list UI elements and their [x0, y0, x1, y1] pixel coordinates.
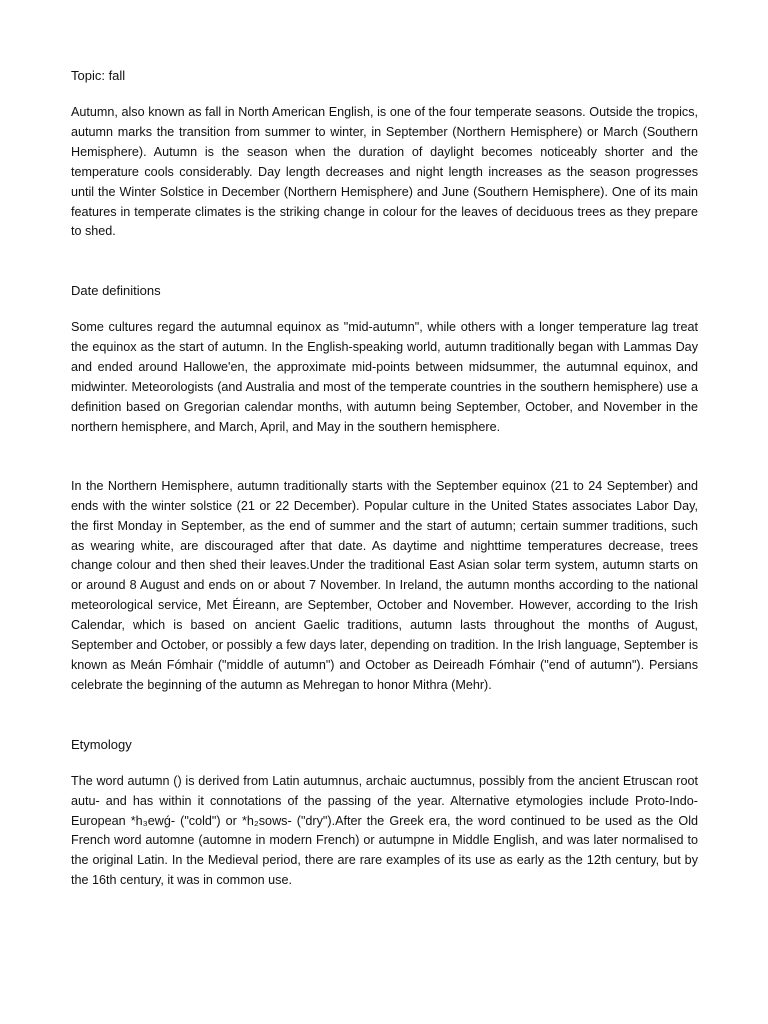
topic-line: Topic: fall: [71, 68, 126, 83]
etymology-paragraph: The word autumn () is derived from Latin autumnus, archaic auctumnus, possibly from the ancient Etruscan root autu- and has within it connotations of the passing of the year. Alternative etymologies include Proto-Indo-European *h₃ewǵ- ("cold") or *h₂sows- ("dry").After the Greek era, the word continued to be used as the Old French word automne (automne in modern French) or autumpne in Middle English, and was later normalised to the original Latin. In the Medieval period, there are rare examples of its use as early as the 12th century, but by the 16th century, it was in common use.: [71, 773, 698, 888]
section-heading-etymology: Etymology: [71, 736, 132, 752]
date-definitions-paragraph-1: Some cultures regard the autumnal equinox as "mid-autumn", while others with a longer temperature lag treat the equinox as the start of autumn. In the English-speaking world, autumn traditionally began with Lammas Day and ended around Hallowe'en, the approximate mid-points between midsummer, the autumnal equinox, and midwinter. Meteorologists (and Australia and most of the temperate countries in the southern hemisphere) use a definition based on Gregorian calendar months, with autumn being September, October, and November in the northern hemisphere, and March, April, and May in the southern hemisphere.: [71, 320, 698, 434]
intro-paragraph: Autumn, also known as fall in North American English, is one of the four temperate seasons. Outside the tropics, autumn marks the transition from summer to winter, in September (Northern Hemisphere) or March (Southern Hemisphere). Autumn is the season when the duration of daylight becomes noticeably shorter and the temperature cools considerably. Day length decreases and night length increases as the season progresses until the Winter Solstice in December (Northern Hemisphere) and June (Southern Hemisphere). One of its main features in temperate climates is the striking change in colour for the leaves of deciduous trees as they prepare to shed.: [71, 105, 698, 239]
date-definitions-paragraph-2: In the Northern Hemisphere, autumn traditionally starts with the September equinox (21 to 24 September) and ends with the winter solstice (21 or 22 December). Popular culture in the United States associates Labor Day, the first Monday in September, as the end of summer and the start of autumn; certain summer traditions, such as wearing white, are discouraged after that date. As daytime and nighttime temperatures decrease, trees change colour and then shed their leaves.Under the traditional East Asian solar term system, autumn starts on or around 8 August and ends on or about 7 November. In Ireland, the autumn months according to the national meteorological service, Met Éireann, are September, October and November. However, according to the Irish Calendar, which is based on ancient Gaelic traditions, autumn lasts throughout the months of August, September and October, or possibly a few days later, depending on tradition. In the Irish language, September is known as Meán Fómhair ("middle of autumn") and October as Deireadh Fómhair ("end of autumn"). Persians celebrate the beginning of the autumn as Mehregan to honor Mithra (Mehr).: [71, 478, 698, 692]
document-page: [71, 66, 698, 891]
section-heading-date-definitions: Date definitions: [71, 283, 161, 299]
